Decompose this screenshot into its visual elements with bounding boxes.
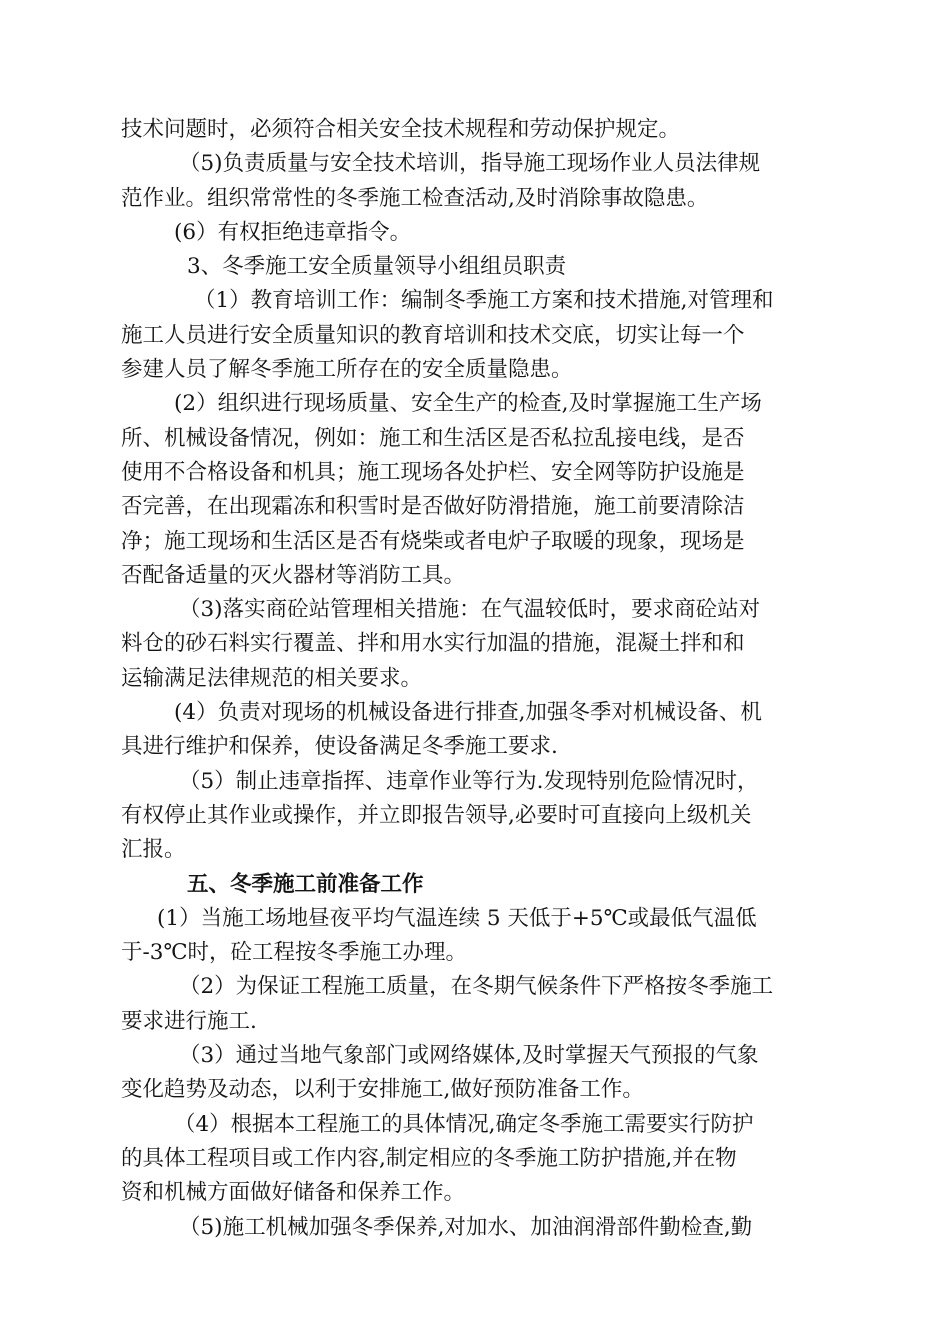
paragraph-line: 净；施工现场和生活区是否有烧柴或者电炉子取暖的现象，现场是	[121, 528, 745, 554]
paragraph-line: 变化趋势及动态，以利于安排施工,做好预防准备工作。	[121, 1077, 644, 1103]
document-page	[121, 113, 811, 1245]
paragraph-line: (6）有权拒绝违章指令。	[174, 219, 412, 245]
paragraph-line: 所、机械设备情况，例如：施工和生活区是否私拉乱接电线，是否	[121, 425, 745, 451]
paragraph-line: （3)落实商砼站管理相关措施：在气温较低时，要求商砼站对	[179, 597, 761, 623]
paragraph-line: 汇报。	[121, 837, 186, 863]
paragraph-line: 要求进行施工.	[121, 1008, 257, 1034]
paragraph-line: （5)负责质量与安全技术培训，指导施工现场作业人员法律规	[179, 151, 761, 177]
paragraph-line: （2）为保证工程施工质量，在冬期气候条件下严格按冬季施工	[179, 974, 774, 1000]
paragraph-line: 参建人员了解冬季施工所存在的安全质量隐患。	[121, 357, 573, 383]
paragraph-line: （3）通过当地气象部门或网络媒体,及时掌握天气预报的气象	[179, 1043, 759, 1069]
paragraph-line: 否完善，在出现霜冻和积雪时是否做好防滑措施，施工前要清除洁	[121, 494, 745, 520]
paragraph-line: （4）根据本工程施工的具体情况,确定冬季施工需要实行防护	[174, 1111, 754, 1137]
paragraph-line: (4）负责对现场的机械设备进行排查,加强冬季对机械设备、机	[174, 700, 762, 726]
paragraph-line: 有权停止其作业或操作，并立即报告领导,必要时可直接向上级机关	[121, 802, 752, 828]
paragraph-line: 料仓的砂石料实行覆盖、拌和用水实行加温的措施，混凝土拌和和	[121, 631, 745, 657]
paragraph-line: 3、冬季施工安全质量领导小组组员职责	[187, 254, 567, 280]
paragraph-line: 运输满足法律规范的相关要求。	[121, 665, 423, 691]
paragraph-line: 具进行维护和保养，使设备满足冬季施工要求.	[121, 734, 558, 760]
paragraph-line: 的具体工程项目或工作内容,制定相应的冬季施工防护措施,并在物	[121, 1145, 737, 1171]
paragraph-line: 技术问题时，必须符合相关安全技术规程和劳动保护规定。	[121, 117, 681, 142]
paragraph-line: (2）组织进行现场质量、安全生产的检查,及时掌握施工生产场	[174, 391, 762, 417]
paragraph-line: 施工人员进行安全质量知识的教育培训和技术交底，切实让每一个	[121, 322, 745, 348]
paragraph-line: （5）制止违章指挥、违章作业等行为.发现特别危险情况时，	[179, 768, 759, 794]
section-heading: 五、冬季施工前准备工作	[187, 871, 424, 897]
paragraph-line: （5)施工机械加强冬季保养,对加水、加油润滑部件勤检查,勤	[179, 1214, 753, 1240]
paragraph-line: 范作业。组织常常性的冬季施工检查活动,及时消除事故隐患。	[121, 185, 709, 211]
paragraph-line: （1）教育培训工作：编制冬季施工方案和技术措施,对管理和	[194, 288, 774, 314]
paragraph-line: 资和机械方面做好储备和保养工作。	[121, 1180, 466, 1206]
paragraph-line: 否配备适量的灭火器材等消防工具。	[121, 562, 466, 588]
paragraph-line: (1）当施工场地昼夜平均气温连续 5 天低于+5℃或最低气温低	[157, 905, 757, 931]
paragraph-line: 于-3℃时，砼工程按冬季施工办理。	[121, 940, 467, 966]
paragraph-line: 使用不合格设备和机具；施工现场各处护栏、安全网等防护设施是	[121, 459, 745, 485]
